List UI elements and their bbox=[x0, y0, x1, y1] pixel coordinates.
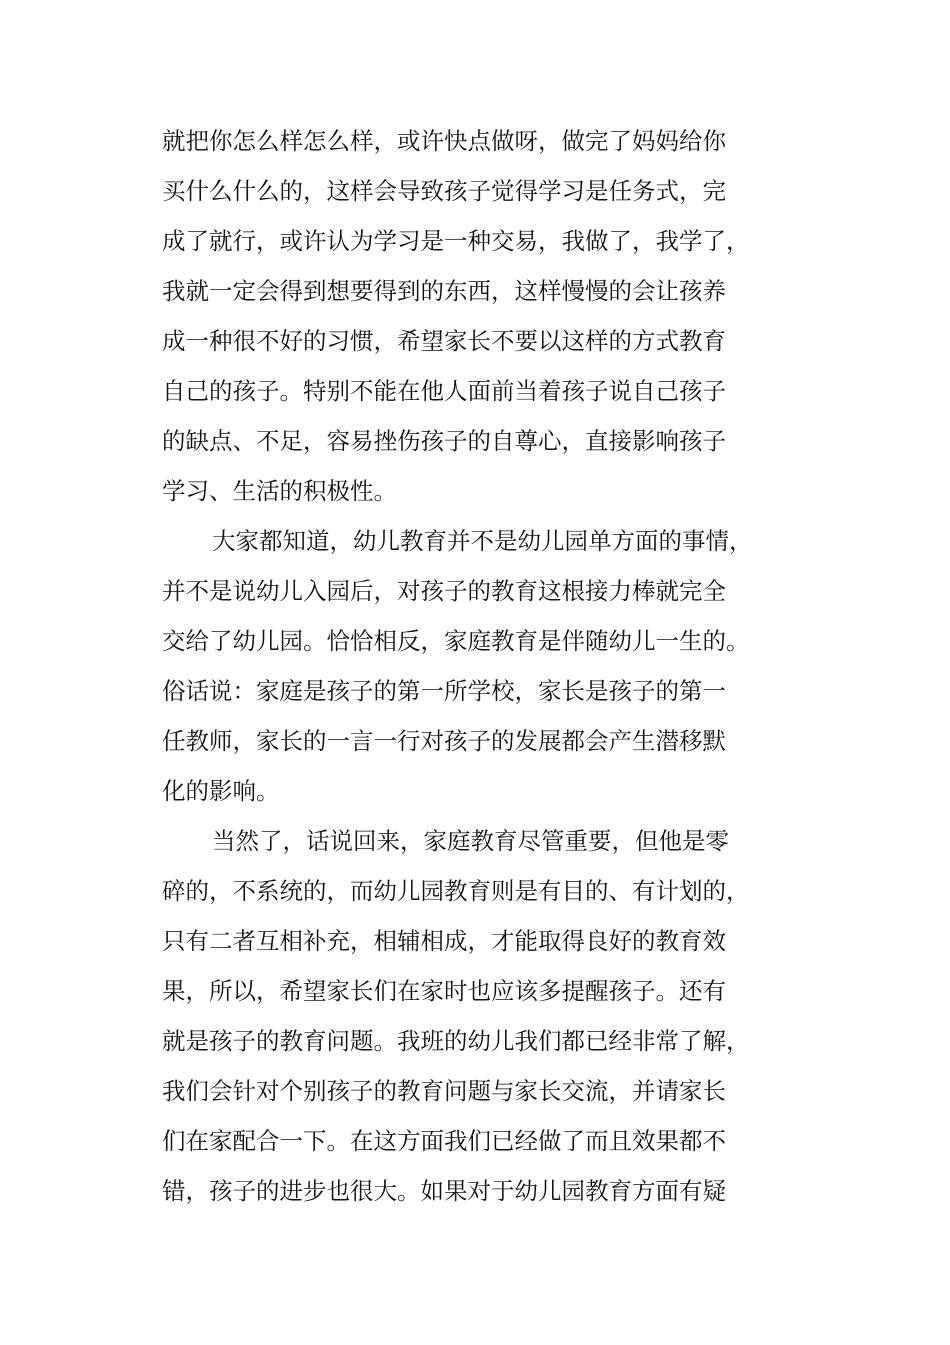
text-line: 碎的，不系统的，而幼儿园教育则是有目的、有计划的， bbox=[162, 877, 750, 905]
text-line: 化的影响。 bbox=[162, 777, 280, 805]
text-line: 买什么什么的，这样会导致孩子觉得学习是任务式，完 bbox=[162, 177, 726, 205]
text-line: 我就一定会得到想要得到的东西，这样慢慢的会让孩养 bbox=[162, 277, 726, 305]
text-line: 成了就行，或许认为学习是一种交易，我做了，我学了， bbox=[162, 227, 750, 255]
text-line: 并不是说幼儿入园后，对孩子的教育这根接力棒就完全 bbox=[162, 577, 726, 605]
text-line: 的缺点、不足，容易挫伤孩子的自尊心，直接影响孩子 bbox=[162, 427, 726, 455]
text-line: 交给了幼儿园。恰恰相反，家庭教育是伴随幼儿一生的。 bbox=[162, 627, 750, 655]
text-line: 果，所以，希望家长们在家时也应该多提醒孩子。还有 bbox=[162, 977, 726, 1005]
paragraph-start-line: 大家都知道，幼儿教育并不是幼儿园单方面的事情， bbox=[212, 527, 753, 555]
text-line: 就把你怎么样怎么样，或许快点做呀，做完了妈妈给你 bbox=[162, 127, 726, 155]
text-line: 成一种很不好的习惯，希望家长不要以这样的方式教育 bbox=[162, 327, 726, 355]
text-line: 我们会针对个别孩子的教育问题与家长交流，并请家长 bbox=[162, 1077, 726, 1105]
text-line: 学习、生活的积极性。 bbox=[162, 477, 397, 505]
paragraph-start-line: 当然了，话说回来，家庭教育尽管重要，但他是零 bbox=[212, 827, 729, 855]
text-line: 们在家配合一下。在这方面我们已经做了而且效果都不 bbox=[162, 1127, 726, 1155]
text-line: 任教师，家长的一言一行对孩子的发展都会产生潜移默 bbox=[162, 727, 726, 755]
text-line: 错，孩子的进步也很大。如果对于幼儿园教育方面有疑 bbox=[162, 1177, 726, 1205]
body-text bbox=[162, 116, 753, 1216]
text-line: 俗话说：家庭是孩子的第一所学校，家长是孩子的第一 bbox=[162, 677, 726, 705]
text-line: 自己的孩子。特别不能在他人面前当着孩子说自己孩子 bbox=[162, 377, 726, 405]
text-line: 就是孩子的教育问题。我班的幼儿我们都已经非常了解， bbox=[162, 1027, 750, 1055]
text-line: 只有二者互相补充，相辅相成，才能取得良好的教育效 bbox=[162, 927, 726, 955]
